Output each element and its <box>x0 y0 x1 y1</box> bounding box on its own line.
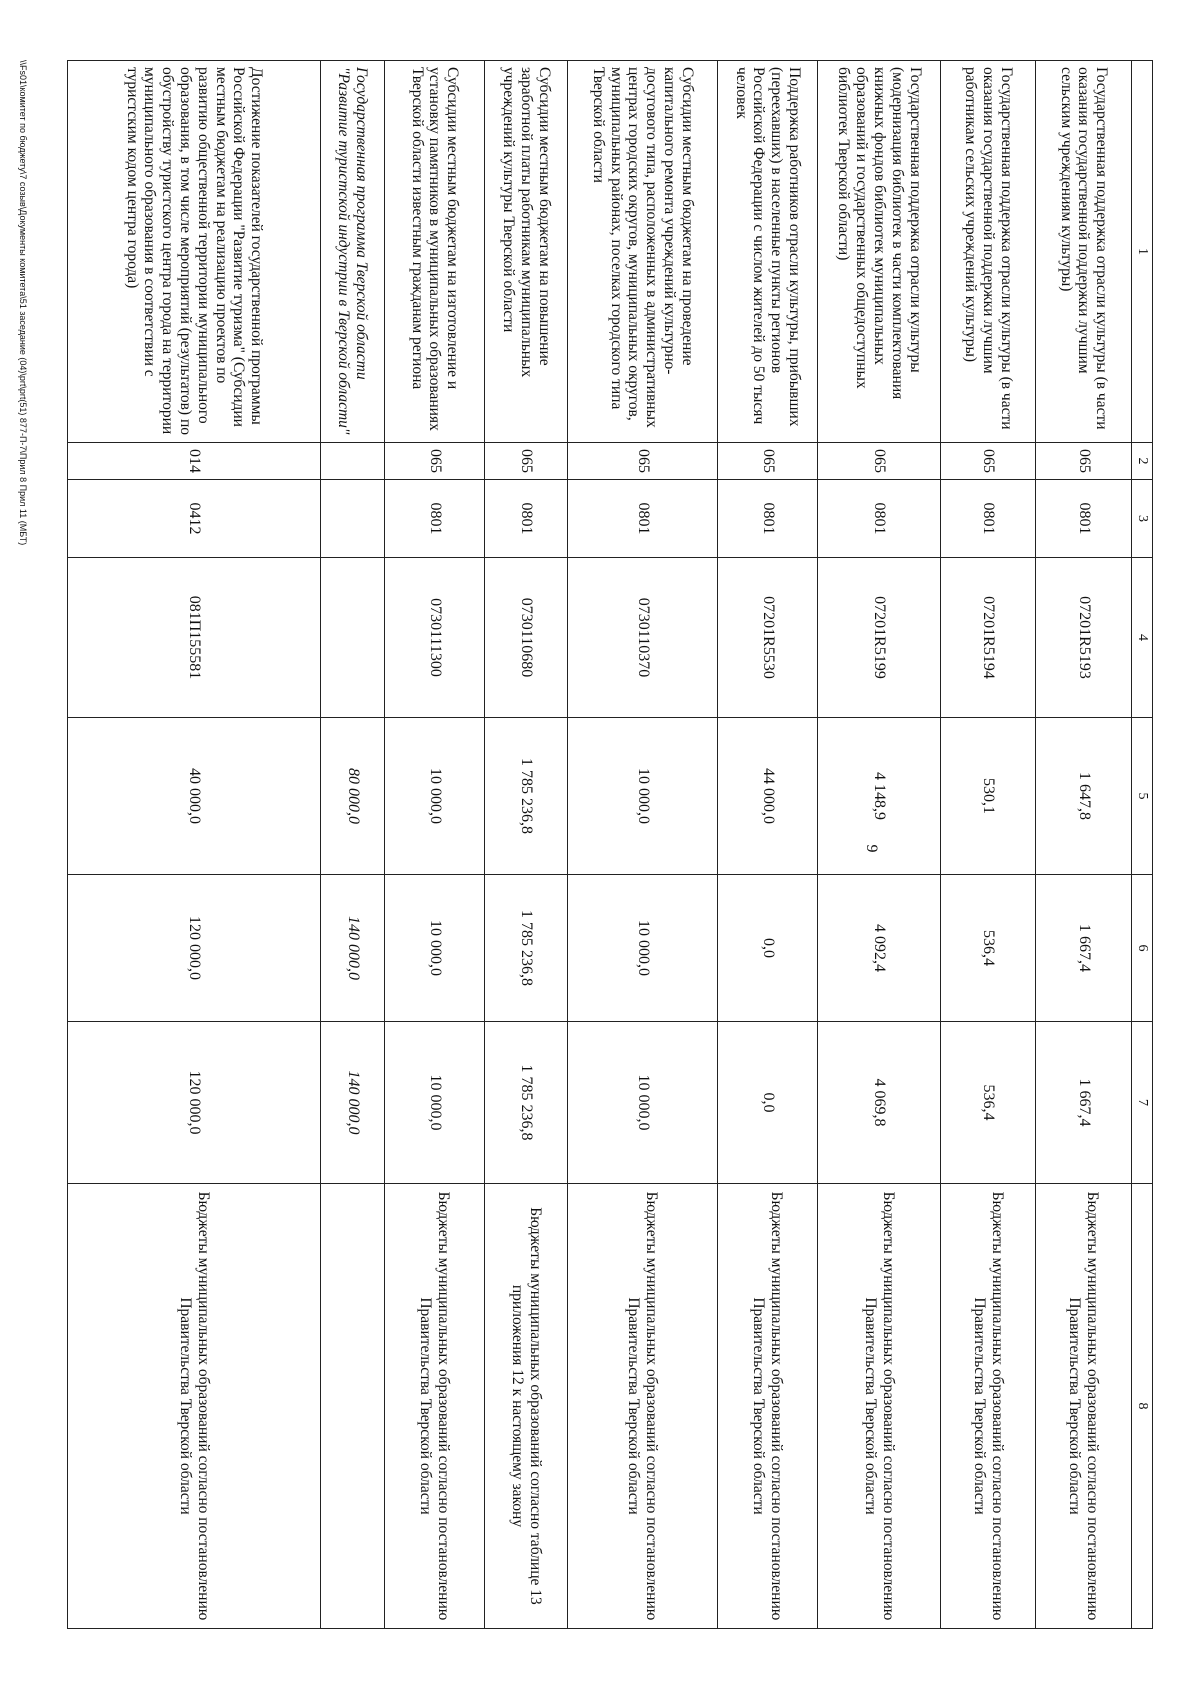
recipient-cell: Бюджеты муниципальных образований согласно таблице 13 приложения 12 к настоящему закону <box>485 1184 568 1629</box>
grbs-code-cell: 065 <box>818 443 941 480</box>
section-code-cell: 0412 <box>68 480 321 558</box>
grbs-code-cell: 065 <box>1036 443 1132 480</box>
table-row <box>941 61 1036 1629</box>
amount-col5-cell: 40 000,0 <box>68 718 321 875</box>
table-row <box>568 61 718 1629</box>
target-article-cell <box>321 558 385 718</box>
column-number-header: 7 <box>1132 1022 1153 1184</box>
file-path-footer: \\Fs01\комитет по бюджету\7 созыв\Документы комитета\51 заседание (04)\prt\prt(51) 877-П-7\Прил 8 Прил 11 (МБТ) <box>18 60 28 546</box>
section-code-cell: 0801 <box>385 480 485 558</box>
amount-col7-cell: 120 000,0 <box>68 1022 321 1184</box>
column-number-header: 8 <box>1132 1184 1153 1629</box>
amount-col5-cell: 10 000,0 <box>385 718 485 875</box>
recipient-cell: Бюджеты муниципальных образований согласно постановлению Правительства Тверской области <box>1036 1184 1132 1629</box>
table-row <box>718 61 818 1629</box>
recipient-cell: Бюджеты муниципальных образований согласно постановлению Правительства Тверской области <box>818 1184 941 1629</box>
table-row <box>68 61 321 1629</box>
row-name-cell: Государственная поддержка отрасли культуры (модернизация библиотек в части комплектования книжных фондов библиотек муниципальных образований и государственных общедоступных библиотек Тверской области) <box>818 61 941 443</box>
row-name-cell: Субсидии местным бюджетам на изготовление и установку памятников в муниципальных образованиях Тверской области известным гражданам региона <box>385 61 485 443</box>
amount-col6-cell: 4 092,4 <box>818 875 941 1022</box>
amount-col7-cell: 140 000,0 <box>321 1022 385 1184</box>
row-name-cell: Субсидии местным бюджетам на повышение заработной платы работникам муниципальных учреждений культуры Тверской области <box>485 61 568 443</box>
grbs-code-cell: 065 <box>485 443 568 480</box>
page-number: 9 <box>863 844 880 853</box>
section-code-cell: 0801 <box>718 480 818 558</box>
amount-col5-cell: 1 785 236,8 <box>485 718 568 875</box>
amount-col6-cell: 10 000,0 <box>568 875 718 1022</box>
amount-col7-cell: 10 000,0 <box>568 1022 718 1184</box>
section-code-cell: 0801 <box>818 480 941 558</box>
target-article-cell: 0730110680 <box>485 558 568 718</box>
grbs-code-cell: 065 <box>385 443 485 480</box>
grbs-code-cell: 065 <box>941 443 1036 480</box>
grbs-code-cell <box>321 443 385 480</box>
amount-col7-cell: 1 667,4 <box>1036 1022 1132 1184</box>
amount-col7-cell: 4 069,8 <box>818 1022 941 1184</box>
row-name-cell: Государственная поддержка отрасли культуры (в части оказания государственной поддержки лучшим работникам сельских учреждений культуры) <box>941 61 1036 443</box>
amount-col6-cell: 140 000,0 <box>321 875 385 1022</box>
amount-col5-cell: 4 148,9 <box>818 718 941 875</box>
section-code-cell: 0801 <box>485 480 568 558</box>
section-code-cell: 0801 <box>1036 480 1132 558</box>
column-number-header: 6 <box>1132 875 1153 1022</box>
table-row <box>385 61 485 1629</box>
recipient-cell: Бюджеты муниципальных образований согласно постановлению Правительства Тверской области <box>718 1184 818 1629</box>
target-article-cell: 07201R5193 <box>1036 558 1132 718</box>
table-row <box>818 61 941 1629</box>
amount-col6-cell: 536,4 <box>941 875 1036 1022</box>
amount-col7-cell: 1 785 236,8 <box>485 1022 568 1184</box>
recipient-cell <box>321 1184 385 1629</box>
program-name-cell: Государственная программа Тверской области "Развитие туристской индустрии в Тверской области" <box>321 61 385 443</box>
amount-col7-cell: 10 000,0 <box>385 1022 485 1184</box>
grbs-code-cell: 014 <box>68 443 321 480</box>
recipient-cell: Бюджеты муниципальных образований согласно постановлению Правительства Тверской области <box>68 1184 321 1629</box>
target-article-cell: 07201R5194 <box>941 558 1036 718</box>
section-code-cell: 0801 <box>941 480 1036 558</box>
target-article-cell: 081П155581 <box>68 558 321 718</box>
section-code-cell: 0801 <box>568 480 718 558</box>
row-name-cell: Субсидии местным бюджетам на проведение капитального ремонта учреждений культурно-досугового типа, расположенных в административных центрах городских округов, муниципальных округов, муниципальных районах, поселках городского типа Тверской области <box>568 61 718 443</box>
recipient-cell: Бюджеты муниципальных образований согласно постановлению Правительства Тверской области <box>385 1184 485 1629</box>
row-name-cell: Поддержка работников отрасли культуры, прибывших (переехавших) в населенные пункты регионов Российской Федерации с числом жителей до 50 тысяч человек <box>718 61 818 443</box>
column-number-header: 4 <box>1132 558 1153 718</box>
amount-col6-cell: 1 667,4 <box>1036 875 1132 1022</box>
target-article-cell: 07201R5530 <box>718 558 818 718</box>
table-row <box>1036 61 1132 1629</box>
table-row <box>485 61 568 1629</box>
column-number-header: 3 <box>1132 480 1153 558</box>
row-name-cell: Государственная поддержка отрасли культуры (в части оказания государственной поддержки лучшим сельским учреждениям культуры) <box>1036 61 1132 443</box>
row-name-cell: Достижение показателей государственной программы Российской Федерации "Развитие туризма" (Субсидии местным бюджетам на реализацию проектов по развитию общественной территории муниципального образования, в том числе мероприятий (результатов) по обустройству туристского центра города на территории муниципального образования в соответствии с туристским кодом центра города) <box>68 61 321 443</box>
amount-col7-cell: 536,4 <box>941 1022 1036 1184</box>
amount-col6-cell: 120 000,0 <box>68 875 321 1022</box>
amount-col6-cell: 0,0 <box>718 875 818 1022</box>
column-number-row <box>1132 61 1153 1629</box>
section-code-cell <box>321 480 385 558</box>
amount-col7-cell: 0,0 <box>718 1022 818 1184</box>
recipient-cell: Бюджеты муниципальных образований согласно постановлению Правительства Тверской области <box>568 1184 718 1629</box>
column-number-header: 1 <box>1132 61 1153 443</box>
column-number-header: 2 <box>1132 443 1153 480</box>
table-row-program <box>321 61 385 1629</box>
amount-col6-cell: 1 785 236,8 <box>485 875 568 1022</box>
amount-col5-cell: 530,1 <box>941 718 1036 875</box>
target-article-cell: 0730110370 <box>568 558 718 718</box>
amount-col5-cell: 10 000,0 <box>568 718 718 875</box>
amount-col5-cell: 44 000,0 <box>718 718 818 875</box>
target-article-cell: 0730111300 <box>385 558 485 718</box>
recipient-cell: Бюджеты муниципальных образований согласно постановлению Правительства Тверской области <box>941 1184 1036 1629</box>
grbs-code-cell: 065 <box>568 443 718 480</box>
budget-allocation-table <box>67 60 1153 1629</box>
target-article-cell: 07201R5199 <box>818 558 941 718</box>
amount-col5-cell: 1 647,8 <box>1036 718 1132 875</box>
column-number-header: 5 <box>1132 718 1153 875</box>
amount-col5-cell: 80 000,0 <box>321 718 385 875</box>
amount-col6-cell: 10 000,0 <box>385 875 485 1022</box>
grbs-code-cell: 065 <box>718 443 818 480</box>
